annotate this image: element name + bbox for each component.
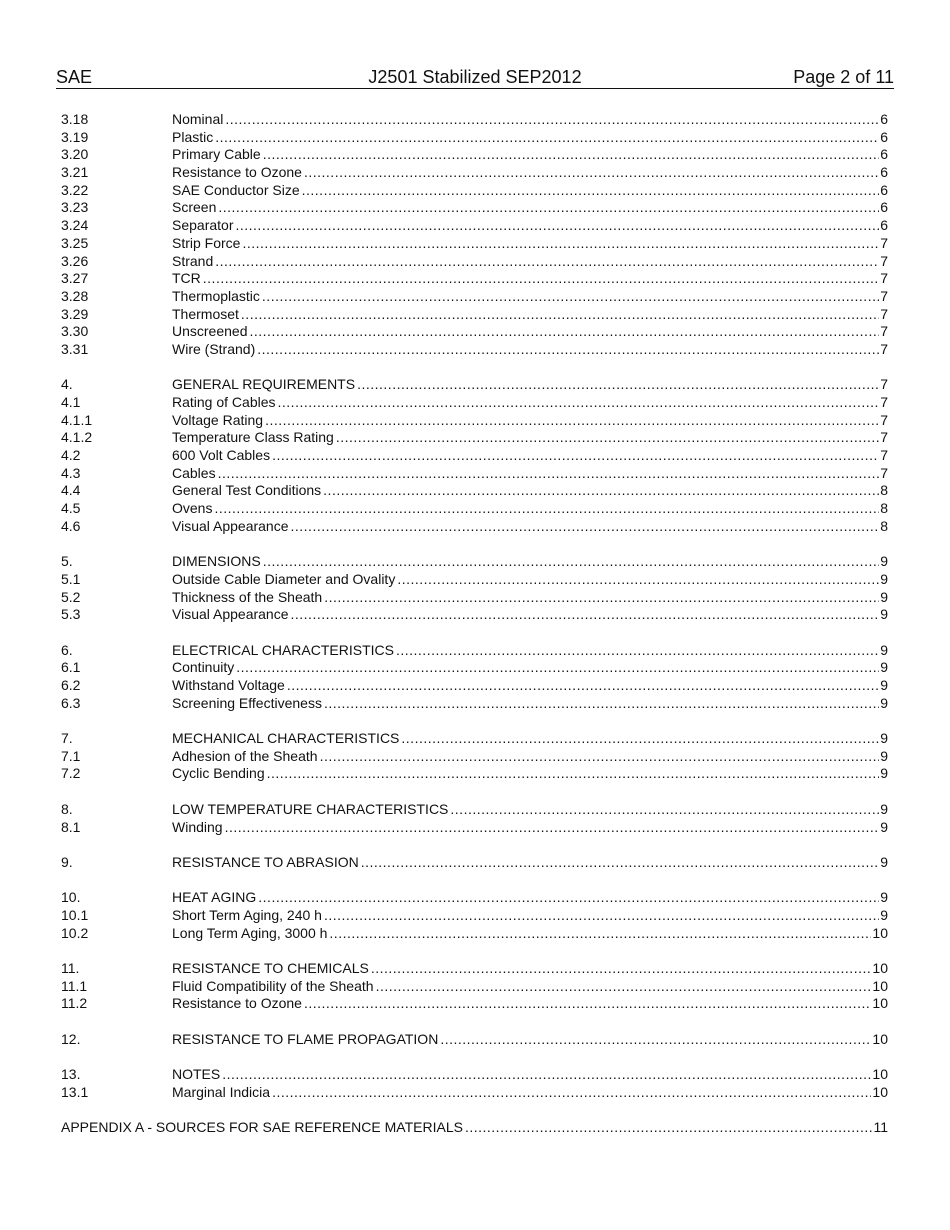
toc-entry-title: General Test Conditions [172, 482, 322, 499]
toc-entry-number: 3.18 [61, 111, 89, 127]
toc-section-gap [61, 536, 888, 554]
toc-entry-number: 4. [61, 376, 73, 393]
toc-entry[interactable] [61, 1031, 888, 1049]
toc-entry-page: 7 [880, 340, 888, 357]
toc-entry-number: 8.1 [61, 818, 81, 835]
toc-entry-page: 7 [880, 270, 888, 287]
toc-entry-title: Primary Cable [172, 146, 261, 163]
toc-entry-number: 3.30 [61, 323, 89, 340]
toc-entry-page: 7 [880, 447, 888, 464]
toc-entry-title: RESISTANCE TO ABRASION [172, 853, 359, 870]
toc-entry-number: 8. [61, 800, 73, 817]
toc-entry-page: 7 [880, 323, 888, 340]
toc-entry-title: ELECTRICAL CHARACTERISTICS [172, 641, 394, 658]
toc-entry-number: 5. [61, 553, 73, 570]
toc-entry-number: 11. [61, 960, 80, 976]
toc-entry[interactable] [61, 341, 888, 359]
toc-entry-page: 7 [880, 464, 888, 481]
toc-entry-title: TCR [172, 270, 201, 287]
toc-dot-leader [396, 642, 879, 660]
toc-entry-title: NOTES [172, 1066, 221, 1083]
toc-entry[interactable] [61, 819, 888, 837]
toc-section-gap [61, 1013, 888, 1031]
toc-entry-page: 9 [880, 588, 888, 605]
toc-section-gap [61, 872, 888, 890]
toc-entry-number: 3.25 [61, 234, 89, 251]
toc-entry-title: Fluid Compatibility of the Sheath [172, 977, 374, 994]
toc-entry-number: 7. [61, 730, 73, 747]
toc-entry-title: Short Term Aging, 240 h [172, 906, 322, 923]
toc-dot-leader [336, 429, 879, 447]
toc-dot-leader [241, 306, 879, 324]
toc-dot-leader [376, 978, 872, 996]
toc-dot-leader [215, 129, 879, 147]
toc-dot-leader [371, 960, 872, 978]
toc-entry[interactable] [61, 482, 888, 500]
toc-entry-page: 10 [872, 1083, 888, 1100]
toc-entry-title: Rating of Cables [172, 394, 276, 410]
toc-entry[interactable] [61, 1084, 888, 1102]
toc-entry-title: Withstand Voltage [172, 677, 285, 693]
toc-dot-leader [272, 1084, 871, 1102]
toc-entry[interactable] [61, 978, 888, 996]
toc-dot-leader [440, 1031, 871, 1049]
toc-entry-page: 7 [880, 411, 888, 428]
toc-section-gap [61, 712, 888, 730]
toc-entry-number: 4.5 [61, 500, 81, 517]
toc-entry-page: 10 [872, 1030, 888, 1047]
toc-entry-page: 8 [880, 500, 888, 517]
toc-section-gap [61, 359, 888, 377]
toc-entry-number: 6.1 [61, 659, 81, 676]
toc-entry-number: 3.23 [61, 199, 89, 216]
toc-entry-title: Long Term Aging, 3000 h [172, 924, 328, 941]
toc-entry[interactable] [61, 465, 888, 483]
toc-entry-page: 6 [880, 146, 888, 163]
toc-dot-leader [263, 146, 880, 164]
toc-section-gap [61, 836, 888, 854]
toc-dot-leader [450, 801, 879, 819]
toc-entry-title: Thermoplastic [172, 287, 260, 304]
toc-entry-page: 6 [880, 181, 888, 198]
toc-entry-number: 4.1.2 [61, 429, 93, 446]
toc-dot-leader [267, 765, 880, 783]
toc-entry-number: 4.4 [61, 482, 81, 499]
toc-entry-title: Winding [172, 818, 223, 835]
toc-entry[interactable] [61, 376, 888, 394]
toc-dot-leader [324, 695, 879, 713]
toc-entry[interactable] [61, 518, 888, 536]
toc-entry-page: 9 [880, 659, 888, 676]
toc-entry-page: 9 [880, 818, 888, 835]
toc-entry[interactable] [61, 695, 888, 713]
toc-entry-title: 600 Volt Cables [172, 447, 271, 464]
toc-entry[interactable] [61, 960, 888, 978]
toc-entry[interactable] [61, 288, 888, 306]
toc-dot-leader [218, 465, 880, 483]
toc-entry-number: 3.19 [61, 128, 89, 145]
toc-entry[interactable] [61, 429, 888, 447]
page-header [56, 66, 894, 89]
toc-dot-leader [222, 1066, 871, 1084]
toc-entry-title: Plastic [172, 128, 214, 145]
toc-entry-number: 3.26 [61, 252, 89, 269]
toc-entry-title: Separator [172, 217, 234, 234]
toc-entry[interactable] [61, 553, 888, 571]
toc-entry-page: 6 [880, 217, 888, 234]
toc-dot-leader [272, 447, 879, 465]
toc-section-gap [61, 1102, 888, 1120]
toc-entry-number: 10.1 [61, 906, 89, 923]
toc-entry-number: 3.20 [61, 146, 89, 163]
toc-dot-leader [225, 111, 879, 129]
toc-dot-leader [291, 606, 880, 624]
toc-entry[interactable] [61, 111, 888, 129]
toc-entry-page: 7 [880, 287, 888, 304]
toc-dot-leader [258, 889, 879, 907]
toc-dot-leader [465, 1119, 873, 1137]
toc-entry-number: 12. [61, 1030, 81, 1047]
toc-entry-number: 3.24 [61, 217, 89, 234]
toc-entry-page: 6 [880, 111, 888, 127]
toc-entry-title: Strand [172, 252, 214, 269]
toc-dot-leader [320, 748, 880, 766]
toc-entry-title: Resistance to Ozone [172, 164, 302, 181]
toc-dot-leader [278, 394, 880, 412]
header-org: SAE [56, 67, 93, 87]
toc-entry[interactable] [61, 164, 888, 182]
toc-entry-number: 4.1 [61, 394, 81, 410]
toc-entry-title: Ovens [172, 500, 213, 517]
toc-entry-page: 7 [880, 394, 888, 410]
toc-entry[interactable] [61, 1066, 888, 1084]
toc-entry-title: Continuity [172, 659, 235, 676]
toc-entry-title: APPENDIX A - SOURCES FOR SAE REFERENCE MATERIALS [61, 1119, 463, 1136]
toc-section-gap [61, 1048, 888, 1066]
toc-entry-number: 10. [61, 889, 81, 906]
toc-entry[interactable] [61, 447, 888, 465]
toc-dot-leader [265, 412, 879, 430]
toc-entry[interactable] [61, 253, 888, 271]
toc-entry-number: 5.1 [61, 570, 81, 587]
toc-entry-number: 11.1 [61, 977, 88, 994]
toc-entry-page: 9 [880, 677, 888, 693]
toc-dot-leader [235, 217, 879, 235]
toc-entry-page: 11 [873, 1119, 888, 1136]
toc-dot-leader [263, 553, 880, 571]
toc-section-gap [61, 783, 888, 801]
toc-entry-number: 5.2 [61, 588, 81, 605]
toc-entry-title: Thermoset [172, 305, 239, 322]
toc-dot-leader [291, 518, 880, 536]
toc-dot-leader [218, 199, 879, 217]
toc-section-gap [61, 624, 888, 642]
toc-entry[interactable] [61, 182, 888, 200]
toc-entry[interactable] [61, 146, 888, 164]
toc-entry-title: Screening Effectiveness [172, 694, 322, 711]
toc-entry-number: 4.3 [61, 464, 81, 481]
toc-entry-page: 9 [880, 606, 888, 623]
toc-entry-title: HEAT AGING [172, 889, 257, 906]
toc-dot-leader [262, 288, 879, 306]
toc-entry-title: RESISTANCE TO CHEMICALS [172, 960, 369, 976]
toc-entry[interactable] [61, 217, 888, 235]
toc-entry-number: 4.2 [61, 447, 81, 464]
toc-entry-page: 6 [880, 199, 888, 216]
toc-entry-title: Adhesion of the Sheath [172, 747, 318, 764]
toc-entry-title: Screen [172, 199, 217, 216]
toc-entry-page: 10 [872, 924, 888, 941]
toc-entry[interactable] [61, 677, 888, 695]
table-of-contents [61, 111, 888, 1137]
toc-entry-number: 7.1 [61, 747, 81, 764]
toc-entry-number: 7.2 [61, 765, 81, 782]
toc-entry[interactable] [61, 907, 888, 925]
toc-entry-title: MECHANICAL CHARACTERISTICS [172, 730, 400, 747]
toc-dot-leader [397, 571, 879, 589]
toc-entry[interactable] [61, 889, 888, 907]
toc-dot-leader [324, 589, 879, 607]
toc-entry-number: 6.3 [61, 694, 81, 711]
toc-entry-title: GENERAL REQUIREMENTS [172, 376, 356, 393]
toc-dot-leader [357, 376, 879, 394]
toc-entry-title: Nominal [172, 111, 224, 127]
toc-entry-number: 3.21 [61, 164, 89, 181]
toc-entry[interactable] [61, 801, 888, 819]
toc-entry[interactable] [61, 765, 888, 783]
toc-entry-number: 3.28 [61, 287, 89, 304]
toc-section-gap [61, 942, 888, 960]
header-document-id: J2501 Stabilized SEP2012 [368, 67, 582, 87]
toc-entry-page: 7 [880, 429, 888, 446]
toc-entry-page: 9 [880, 747, 888, 764]
toc-entry-page: 9 [880, 765, 888, 782]
toc-entry[interactable] [61, 394, 888, 412]
toc-entry-page: 7 [880, 376, 888, 393]
toc-entry-page: 8 [880, 517, 888, 534]
toc-dot-leader [304, 995, 871, 1013]
toc-entry-page: 10 [872, 1066, 888, 1083]
toc-entry-title: Marginal Indicia [172, 1083, 271, 1100]
toc-dot-leader [203, 270, 879, 288]
toc-dot-leader [250, 323, 880, 341]
toc-entry-title: Temperature Class Rating [172, 429, 334, 446]
toc-entry-page: 7 [880, 305, 888, 322]
toc-dot-leader [257, 341, 879, 359]
toc-entry-page: 7 [880, 234, 888, 251]
toc-entry[interactable] [61, 589, 888, 607]
toc-entry-number: 6. [61, 641, 73, 658]
toc-entry-title: Strip Force [172, 234, 241, 251]
toc-entry-number: 3.22 [61, 181, 89, 198]
toc-entry-page: 6 [880, 128, 888, 145]
toc-entry-title: SAE Conductor Size [172, 181, 300, 198]
toc-entry-title: Visual Appearance [172, 606, 289, 623]
toc-entry-title: Cables [172, 464, 216, 481]
toc-entry[interactable] [61, 235, 888, 253]
toc-entry-number: 13.1 [61, 1083, 89, 1100]
toc-dot-leader [225, 819, 880, 837]
toc-entry[interactable] [61, 306, 888, 324]
toc-dot-leader [242, 235, 879, 253]
toc-entry[interactable] [61, 748, 888, 766]
toc-entry-title: Thickness of the Sheath [172, 588, 323, 605]
toc-entry-page: 9 [880, 906, 888, 923]
toc-entry[interactable] [61, 500, 888, 518]
toc-entry[interactable] [61, 925, 888, 943]
toc-dot-leader [401, 730, 879, 748]
toc-entry-page: 9 [880, 889, 888, 906]
toc-entry-page: 9 [880, 853, 888, 870]
header-page-number: Page 2 of 11 [793, 67, 894, 87]
toc-entry-title: Cyclic Bending [172, 765, 265, 782]
toc-entry[interactable] [61, 854, 888, 872]
toc-entry-number: 4.6 [61, 517, 81, 534]
toc-entry-page: 9 [880, 800, 888, 817]
toc-entry-number: 13. [61, 1066, 81, 1083]
toc-appendix-entry[interactable] [61, 1119, 888, 1137]
toc-entry[interactable] [61, 730, 888, 748]
toc-entry-number: 4.1.1 [61, 411, 93, 428]
toc-dot-leader [361, 854, 879, 872]
toc-entry[interactable] [61, 412, 888, 430]
toc-entry-title: Voltage Rating [172, 411, 264, 428]
toc-entry[interactable] [61, 571, 888, 589]
toc-entry-title: Outside Cable Diameter and Ovality [172, 570, 396, 587]
toc-entry-title: Resistance to Ozone [172, 995, 302, 1012]
toc-entry-number: 9. [61, 853, 73, 870]
toc-entry-title: Unscreened [172, 323, 248, 340]
toc-entry-title: Visual Appearance [172, 517, 289, 534]
toc-entry[interactable] [61, 199, 888, 217]
toc-entry-page: 9 [880, 553, 888, 570]
toc-dot-leader [214, 500, 879, 518]
toc-entry[interactable] [61, 659, 888, 677]
toc-dot-leader [236, 659, 879, 677]
toc-dot-leader [329, 925, 871, 943]
toc-entry-number: 11.2 [61, 995, 88, 1012]
toc-entry-number: 10.2 [61, 924, 89, 941]
toc-entry-number: 3.29 [61, 305, 89, 322]
toc-dot-leader [287, 677, 879, 695]
toc-entry-title: Wire (Strand) [172, 340, 256, 357]
toc-entry-page: 10 [872, 960, 888, 976]
toc-entry[interactable] [61, 323, 888, 341]
toc-entry-page: 9 [880, 641, 888, 658]
toc-entry-page: 8 [880, 482, 888, 499]
toc-entry-number: 3.31 [61, 340, 89, 357]
toc-entry-number: 3.27 [61, 270, 89, 287]
toc-entry-page: 9 [880, 694, 888, 711]
toc-entry-number: 5.3 [61, 606, 81, 623]
toc-entry[interactable] [61, 995, 888, 1013]
toc-dot-leader [304, 164, 879, 182]
toc-entry-title: DIMENSIONS [172, 553, 261, 570]
toc-entry-page: 10 [872, 977, 888, 994]
toc-entry[interactable] [61, 606, 888, 624]
toc-entry-page: 6 [880, 164, 888, 181]
toc-entry-page: 9 [880, 730, 888, 747]
toc-dot-leader [215, 253, 879, 271]
toc-dot-leader [302, 182, 880, 200]
toc-entry-title: LOW TEMPERATURE CHARACTERISTICS [172, 800, 449, 817]
toc-entry-page: 9 [880, 570, 888, 587]
toc-entry[interactable] [61, 642, 888, 660]
toc-entry[interactable] [61, 270, 888, 288]
toc-entry-title: RESISTANCE TO FLAME PROPAGATION [172, 1030, 439, 1047]
toc-dot-leader [323, 482, 879, 500]
toc-entry[interactable] [61, 129, 888, 147]
toc-dot-leader [324, 907, 879, 925]
toc-entry-number: 6.2 [61, 677, 81, 693]
toc-entry-page: 10 [872, 995, 888, 1012]
toc-entry-page: 7 [880, 252, 888, 269]
